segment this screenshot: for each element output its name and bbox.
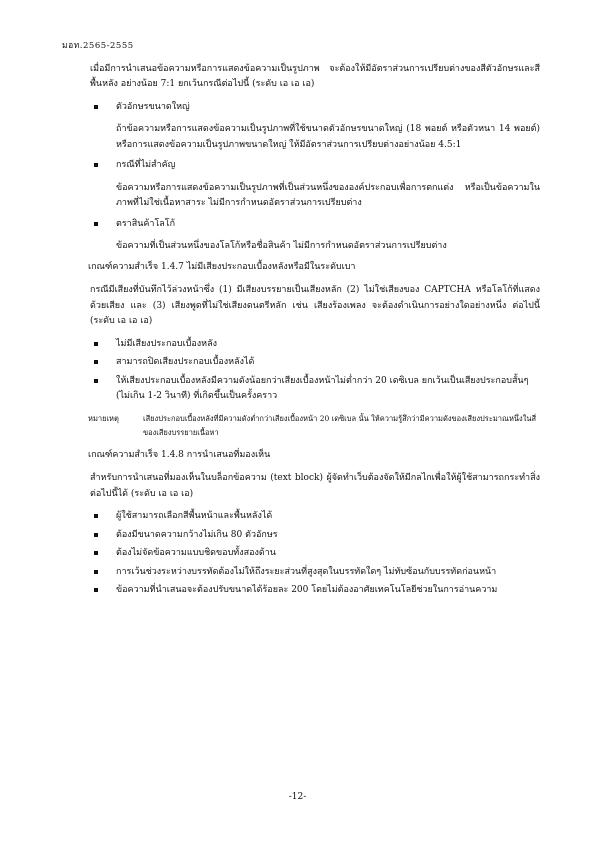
note-text: เสียงประกอบเบื้องหลังที่มีความดังต่ำกว่าเสียงเบื้องหน้า 20 เดซิเบล นั้น ให้ความรู้สึกว่ามีความดังของเสียงประมาณหนึ่งในสี่ของเสียงบรรยายเนื้อหา [143, 414, 537, 437]
list-item-text: การเว้นช่วงระหว่างบรรทัดต้องไม่ให้ถึงระยะส่วนที่สูงสุดในบรรทัดใดๆ ไม่ทับซ้อนกับบรรทัดก่อนหน้า [116, 566, 497, 577]
list-item-title: ตัวอักษรขนาดใหญ่ [116, 101, 190, 112]
bullet-icon [94, 342, 98, 346]
list-item [90, 374, 540, 405]
list-item-text: ผู้ใช้สามารถเลือกสีพื้นหน้าและพื้นหลังได้ [116, 511, 273, 522]
list-item-body: ถ้าข้อความหรือการแสดงข้อความเป็นรูปภาพที่ใช้ขนาดตัวอักษรขนาดใหญ่ (18 พอยต์ หรือตัวหนา 14 พอยต์) หรือการแสดงข้อความเป็นรูปภาพขนาดใหญ่ ให้มีอัตราส่วนการเปรียบต่างอย่างน้อย 4.5:1 [116, 124, 540, 150]
intro-paragraph: เมื่อมีการนำเสนอข้อความหรือการแสดงข้อความเป็นรูปภาพ จะต้องให้มีอัตราส่วนการเปรียบต่างของสีตัวอักษรและสีพื้นหลัง อย่างน้อย 7:1 ยกเว้นกรณีต่อไปนี้ (ระดับ เอ เอ เอ) [90, 64, 540, 90]
page-number: -12- [288, 792, 307, 802]
bullet-icon [94, 379, 98, 383]
list-item [90, 546, 540, 561]
list-item [90, 100, 540, 115]
bullet-icon [94, 222, 98, 226]
bullet-icon [94, 105, 98, 109]
exception-list [90, 100, 540, 115]
list-item-text: ต้องไม่จัดข้อความแบบชิดขอบทั้งสองด้าน [116, 548, 276, 559]
bullet-icon [94, 163, 98, 167]
list-item [90, 158, 540, 173]
list-item-text: ข้อความที่นำเสนอจะต้องปรับขนาดได้ร้อยละ 200 โดยไม่ต้องอาศัยเทคโนโลยีช่วยในการอ่านความ [116, 584, 498, 595]
criterion-paragraph: กรณีมีเสียงที่บันทึกไว้ล่วงหน้าซึ่ง (1) มีเสียงบรรยายเป็นเสียงหลัก (2) ไม่ใช่เสียงของ CAPTCHA หรือโลโก้ที่แสดงด้วยเสียง และ (3) เสียงพูดที่ไม่ใช่เสียงดนตรีหลัก เช่น เสียงร้องเพลง จะต้องดำเนินการอย่างใดอย่างหนึ่ง ต่อไปนี้ (ระดับ เอ เอ เอ) [90, 285, 540, 327]
list-item-text: สามารถปิดเสียงประกอบเบื้องหลังได้ [116, 357, 255, 368]
list-item-text: ต้องมีขนาดความกว้างไม่เกิน 80 ตัวอักษร [116, 529, 278, 540]
bullet-icon [94, 533, 98, 537]
list-item [90, 565, 540, 580]
list-item-title: ตราสินค้าโลโก้ [116, 218, 176, 229]
list-item-body: ข้อความหรือการแสดงข้อความเป็นรูปภาพที่เป็นส่วนหนึ่งขององค์ประกอบเพื่อการตกแต่ง หรือเป็นข้อความในภาพที่ไม่ใช่เนื้อหาสาระ ไม่มีการกำหนดอัตราส่วนการเปรียบต่าง [116, 182, 540, 209]
document-body [90, 62, 540, 606]
list-item-title: กรณีที่ไม่สำคัญ [116, 160, 176, 171]
exception-list [90, 217, 540, 232]
list-item [90, 583, 540, 598]
bullet-icon [94, 551, 98, 555]
list-item-text: ไม่มีเสียงประกอบเบื้องหลัง [116, 338, 218, 349]
bullet-icon [94, 360, 98, 364]
list-item [90, 528, 540, 543]
criterion-heading: เกณฑ์ความสำเร็จ 1.4.8 การนำเสนอที่มองเห็น [88, 449, 271, 460]
exception-list [90, 158, 540, 173]
document-code: มอท.2565-2555 [62, 41, 134, 51]
requirement-list [90, 509, 540, 598]
requirement-list [90, 337, 540, 405]
note-block [88, 412, 540, 438]
bullet-icon [94, 514, 98, 518]
bullet-icon [94, 588, 98, 592]
list-item [90, 509, 540, 524]
criterion-heading: เกณฑ์ความสำเร็จ 1.4.7 ไม่มีเสียงประกอบเบื้องหลังหรือมีในระดับเบา [88, 261, 356, 272]
bullet-icon [94, 570, 98, 574]
criterion-paragraph: สำหรับการนำเสนอที่มองเห็นในบล็อกข้อความ (text block) ผู้จัดทำเว็บต้องจัดให้มีกลไกเพื่อให้ผู้ใช้สามารถกระทำสิ่งต่อไปนี้ได้ (ระดับ เอ เอ เอ) [90, 473, 540, 499]
list-item-body: ข้อความที่เป็นส่วนหนึ่งของโลโก้หรือชื่อสินค้า ไม่มีการกำหนดอัตราส่วนการเปรียบต่าง [116, 241, 447, 252]
list-item [90, 217, 540, 232]
list-item [90, 337, 540, 352]
list-item-text: ให้เสียงประกอบเบื้องหลังมีความดังน้อยกว่าเสียงเบื้องหน้าไม่ต่ำกว่า 20 เดซิเบล ยกเว้นเป็นเสียงประกอบสั้นๆ (ไม่เกิน 1-2 วินาที) ที่เกิดขึ้นเป็นครั้งคราว [116, 375, 529, 401]
list-item [90, 355, 540, 370]
note-label: หมายเหตุ [88, 414, 119, 424]
